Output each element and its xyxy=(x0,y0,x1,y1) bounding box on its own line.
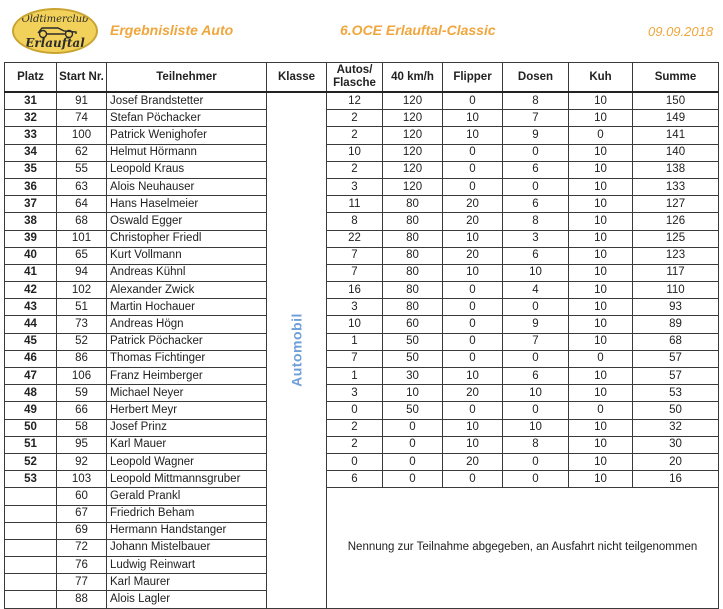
cell-teilnehmer: Leopold Mittmannsgruber xyxy=(107,471,267,488)
cell-platz: 33 xyxy=(5,127,57,144)
table-header-row xyxy=(5,63,719,93)
cell-flipper: 10 xyxy=(443,436,503,453)
cell-platz-empty xyxy=(5,557,57,574)
cell-kuh: 0 xyxy=(569,350,633,367)
cell-summe: 141 xyxy=(633,127,719,144)
cell-kuh: 10 xyxy=(569,299,633,316)
cell-kmh: 30 xyxy=(383,368,443,385)
cell-autos: 2 xyxy=(327,127,383,144)
cell-flipper: 10 xyxy=(443,264,503,281)
cell-flipper: 10 xyxy=(443,127,503,144)
cell-teilnehmer: Michael Neyer xyxy=(107,385,267,402)
col-header-teilnehmer: Teilnehmer xyxy=(107,63,267,93)
cell-kuh: 10 xyxy=(569,247,633,264)
col-header-klasse: Klasse xyxy=(267,63,327,93)
cell-summe: 93 xyxy=(633,299,719,316)
cell-platz: 48 xyxy=(5,385,57,402)
cell-platz: 49 xyxy=(5,402,57,419)
table-row xyxy=(5,282,719,299)
table-row xyxy=(5,247,719,264)
cell-teilnehmer: Herbert Meyr xyxy=(107,402,267,419)
cell-flipper: 10 xyxy=(443,230,503,247)
cell-platz: 37 xyxy=(5,196,57,213)
cell-kuh: 10 xyxy=(569,178,633,195)
cell-summe: 50 xyxy=(633,402,719,419)
table-row xyxy=(5,264,719,281)
cell-dosen: 0 xyxy=(503,402,569,419)
col-header-summe: Summe xyxy=(633,63,719,93)
cell-flipper: 0 xyxy=(443,402,503,419)
cell-start: 100 xyxy=(57,127,107,144)
cell-teilnehmer: Friedrich Beham xyxy=(107,505,267,522)
cell-platz: 35 xyxy=(5,161,57,178)
cell-dosen: 10 xyxy=(503,419,569,436)
cell-teilnehmer: Hermann Handstanger xyxy=(107,522,267,539)
cell-teilnehmer: Oswald Egger xyxy=(107,213,267,230)
cell-start: 63 xyxy=(57,178,107,195)
cell-teilnehmer: Stefan Pöchacker xyxy=(107,110,267,127)
table-row xyxy=(5,368,719,385)
page-title: Ergebnisliste Auto xyxy=(110,22,234,38)
cell-autos: 2 xyxy=(327,436,383,453)
cell-teilnehmer: Leopold Wagner xyxy=(107,453,267,470)
table-row xyxy=(5,333,719,350)
cell-kuh: 10 xyxy=(569,385,633,402)
cell-autos: 1 xyxy=(327,333,383,350)
cell-start: 91 xyxy=(57,92,107,110)
cell-teilnehmer: Andreas Kühnl xyxy=(107,264,267,281)
cell-kuh: 0 xyxy=(569,402,633,419)
cell-kmh: 120 xyxy=(383,92,443,110)
cell-platz: 40 xyxy=(5,247,57,264)
cell-teilnehmer: Josef Prinz xyxy=(107,419,267,436)
cell-flipper: 20 xyxy=(443,213,503,230)
cell-dosen: 3 xyxy=(503,230,569,247)
cell-dosen: 6 xyxy=(503,161,569,178)
cell-kmh: 120 xyxy=(383,110,443,127)
page-header xyxy=(0,0,723,62)
cell-summe: 138 xyxy=(633,161,719,178)
cell-summe: 117 xyxy=(633,264,719,281)
cell-summe: 125 xyxy=(633,230,719,247)
cell-start: 65 xyxy=(57,247,107,264)
cell-flipper: 0 xyxy=(443,178,503,195)
cell-teilnehmer: Helmut Hörmann xyxy=(107,144,267,161)
cell-kuh: 10 xyxy=(569,436,633,453)
cell-dosen: 0 xyxy=(503,453,569,470)
table-row xyxy=(5,213,719,230)
cell-summe: 53 xyxy=(633,385,719,402)
cell-dosen: 0 xyxy=(503,471,569,488)
cell-autos: 3 xyxy=(327,178,383,195)
cell-autos: 10 xyxy=(327,316,383,333)
cell-start: 86 xyxy=(57,350,107,367)
cell-klasse xyxy=(267,92,327,608)
cell-teilnehmer: Karl Mauer xyxy=(107,436,267,453)
cell-summe: 57 xyxy=(633,350,719,367)
cell-start: 103 xyxy=(57,471,107,488)
cell-kuh: 10 xyxy=(569,161,633,178)
cell-kuh: 10 xyxy=(569,316,633,333)
table-row xyxy=(5,385,719,402)
cell-teilnehmer: Thomas Fichtinger xyxy=(107,350,267,367)
cell-start: 94 xyxy=(57,264,107,281)
cell-start: 68 xyxy=(57,213,107,230)
table-row xyxy=(5,230,719,247)
cell-kmh: 0 xyxy=(383,419,443,436)
cell-start: 62 xyxy=(57,144,107,161)
cell-platz: 53 xyxy=(5,471,57,488)
cell-platz: 47 xyxy=(5,368,57,385)
cell-autos: 2 xyxy=(327,419,383,436)
cell-kmh: 80 xyxy=(383,230,443,247)
cell-dosen: 7 xyxy=(503,110,569,127)
cell-teilnehmer: Alois Neuhauser xyxy=(107,178,267,195)
cell-autos: 10 xyxy=(327,144,383,161)
table-row xyxy=(5,350,719,367)
cell-platz: 39 xyxy=(5,230,57,247)
cell-dosen: 0 xyxy=(503,144,569,161)
cell-teilnehmer: Martin Hochauer xyxy=(107,299,267,316)
cell-start: 64 xyxy=(57,196,107,213)
cell-platz: 51 xyxy=(5,436,57,453)
cell-platz: 50 xyxy=(5,419,57,436)
logo-top-text: Oldtimerclub xyxy=(21,14,89,25)
results-table xyxy=(4,62,719,609)
cell-dosen: 0 xyxy=(503,350,569,367)
cell-flipper: 0 xyxy=(443,333,503,350)
cell-start: 51 xyxy=(57,299,107,316)
cell-autos: 3 xyxy=(327,299,383,316)
cell-kuh: 10 xyxy=(569,144,633,161)
cell-kmh: 120 xyxy=(383,144,443,161)
cell-kmh: 120 xyxy=(383,127,443,144)
cell-start: 73 xyxy=(57,316,107,333)
cell-summe: 32 xyxy=(633,419,719,436)
table-row xyxy=(5,316,719,333)
cell-autos: 16 xyxy=(327,282,383,299)
cell-summe: 126 xyxy=(633,213,719,230)
cell-summe: 16 xyxy=(633,471,719,488)
cell-teilnehmer: Andreas Högn xyxy=(107,316,267,333)
table-row xyxy=(5,299,719,316)
event-date: 09.09.2018 xyxy=(648,24,714,39)
cell-kmh: 80 xyxy=(383,247,443,264)
table-row xyxy=(5,144,719,161)
cell-teilnehmer: Patrick Wenighofer xyxy=(107,127,267,144)
cell-kmh: 80 xyxy=(383,299,443,316)
cell-kmh: 50 xyxy=(383,350,443,367)
cell-kuh: 10 xyxy=(569,453,633,470)
col-header-platz: Platz xyxy=(5,63,57,93)
cell-kmh: 80 xyxy=(383,282,443,299)
cell-kuh: 10 xyxy=(569,471,633,488)
cell-platz-empty xyxy=(5,539,57,556)
cell-kuh: 10 xyxy=(569,264,633,281)
cell-flipper: 0 xyxy=(443,92,503,110)
cell-start: 58 xyxy=(57,419,107,436)
cell-dosen: 0 xyxy=(503,299,569,316)
cell-kmh: 80 xyxy=(383,196,443,213)
table-row xyxy=(5,436,719,453)
cell-dosen: 6 xyxy=(503,196,569,213)
cell-platz-empty xyxy=(5,488,57,505)
cell-start: 92 xyxy=(57,453,107,470)
col-header-kuh: Kuh xyxy=(569,63,633,93)
cell-autos: 12 xyxy=(327,92,383,110)
cell-flipper: 0 xyxy=(443,282,503,299)
cell-summe: 20 xyxy=(633,453,719,470)
cell-platz: 44 xyxy=(5,316,57,333)
cell-dosen: 8 xyxy=(503,436,569,453)
cell-dosen: 9 xyxy=(503,316,569,333)
event-name: 6.OCE Erlauftal-Classic xyxy=(340,22,496,38)
table-row xyxy=(5,402,719,419)
cell-start: 77 xyxy=(57,574,107,591)
cell-kmh: 0 xyxy=(383,453,443,470)
col-header-autos xyxy=(327,63,383,93)
cell-dosen: 9 xyxy=(503,127,569,144)
cell-start: 69 xyxy=(57,522,107,539)
cell-teilnehmer: Josef Brandstetter xyxy=(107,92,267,110)
cell-kmh: 80 xyxy=(383,213,443,230)
cell-platz: 31 xyxy=(5,92,57,110)
cell-start: 74 xyxy=(57,110,107,127)
cell-flipper: 20 xyxy=(443,247,503,264)
cell-summe: 140 xyxy=(633,144,719,161)
cell-platz: 34 xyxy=(5,144,57,161)
table-row xyxy=(5,127,719,144)
cell-summe: 149 xyxy=(633,110,719,127)
cell-dosen: 6 xyxy=(503,368,569,385)
cell-summe: 89 xyxy=(633,316,719,333)
col-header-dosen: Dosen xyxy=(503,63,569,93)
cell-summe: 30 xyxy=(633,436,719,453)
cell-dosen: 10 xyxy=(503,264,569,281)
cell-teilnehmer: Christopher Friedl xyxy=(107,230,267,247)
cell-platz: 52 xyxy=(5,453,57,470)
cell-flipper: 0 xyxy=(443,161,503,178)
cell-flipper: 0 xyxy=(443,299,503,316)
cell-platz: 32 xyxy=(5,110,57,127)
cell-kmh: 120 xyxy=(383,161,443,178)
cell-start: 59 xyxy=(57,385,107,402)
cell-kuh: 10 xyxy=(569,213,633,230)
cell-flipper: 10 xyxy=(443,419,503,436)
cell-dosen: 8 xyxy=(503,92,569,110)
cell-autos: 0 xyxy=(327,453,383,470)
cell-kmh: 120 xyxy=(383,178,443,195)
cell-platz: 43 xyxy=(5,299,57,316)
cell-platz: 42 xyxy=(5,282,57,299)
cell-flipper: 10 xyxy=(443,368,503,385)
cell-summe: 133 xyxy=(633,178,719,195)
cell-start: 101 xyxy=(57,230,107,247)
non-starter-note: Nennung zur Teilnahme abgegeben, an Ausfahrt nicht teilgenommen xyxy=(327,488,719,608)
table-row xyxy=(5,110,719,127)
cell-dosen: 10 xyxy=(503,385,569,402)
cell-dosen: 4 xyxy=(503,282,569,299)
cell-autos: 1 xyxy=(327,368,383,385)
table-row xyxy=(5,419,719,436)
cell-teilnehmer: Leopold Kraus xyxy=(107,161,267,178)
cell-autos: 0 xyxy=(327,402,383,419)
cell-start: 55 xyxy=(57,161,107,178)
cell-autos: 7 xyxy=(327,350,383,367)
cell-flipper: 0 xyxy=(443,144,503,161)
col-header-kmh: 40 km/h xyxy=(383,63,443,93)
cell-kuh: 10 xyxy=(569,282,633,299)
cell-platz: 45 xyxy=(5,333,57,350)
cell-kmh: 0 xyxy=(383,436,443,453)
cell-summe: 123 xyxy=(633,247,719,264)
cell-teilnehmer: Ludwig Reinwart xyxy=(107,557,267,574)
table-row xyxy=(5,196,719,213)
cell-start: 67 xyxy=(57,505,107,522)
cell-platz: 41 xyxy=(5,264,57,281)
cell-summe: 150 xyxy=(633,92,719,110)
col-header-flipper: Flipper xyxy=(443,63,503,93)
cell-summe: 110 xyxy=(633,282,719,299)
results-body xyxy=(5,92,719,608)
cell-teilnehmer: Hans Haselmeier xyxy=(107,196,267,213)
cell-start: 106 xyxy=(57,368,107,385)
cell-kmh: 50 xyxy=(383,402,443,419)
cell-flipper: 20 xyxy=(443,453,503,470)
cell-kmh: 10 xyxy=(383,385,443,402)
cell-platz: 36 xyxy=(5,178,57,195)
cell-platz: 46 xyxy=(5,350,57,367)
cell-start: 66 xyxy=(57,402,107,419)
cell-autos: 2 xyxy=(327,161,383,178)
cell-teilnehmer: Franz Heimberger xyxy=(107,368,267,385)
non-starter-row xyxy=(5,488,719,505)
cell-dosen: 7 xyxy=(503,333,569,350)
cell-platz: 38 xyxy=(5,213,57,230)
cell-autos: 8 xyxy=(327,213,383,230)
cell-autos: 3 xyxy=(327,385,383,402)
cell-summe: 68 xyxy=(633,333,719,350)
cell-platz-empty xyxy=(5,505,57,522)
cell-teilnehmer: Gerald Prankl xyxy=(107,488,267,505)
cell-summe: 127 xyxy=(633,196,719,213)
cell-dosen: 8 xyxy=(503,213,569,230)
cell-kuh: 10 xyxy=(569,92,633,110)
table-row xyxy=(5,161,719,178)
cell-kuh: 10 xyxy=(569,230,633,247)
cell-autos: 6 xyxy=(327,471,383,488)
cell-autos: 2 xyxy=(327,110,383,127)
table-row xyxy=(5,453,719,470)
cell-start: 102 xyxy=(57,282,107,299)
cell-kuh: 10 xyxy=(569,368,633,385)
cell-start: 60 xyxy=(57,488,107,505)
cell-start: 76 xyxy=(57,557,107,574)
col-header-autos-line1: Autos/ xyxy=(336,64,373,76)
cell-start: 88 xyxy=(57,591,107,608)
cell-autos: 11 xyxy=(327,196,383,213)
cell-kmh: 80 xyxy=(383,264,443,281)
cell-kuh: 10 xyxy=(569,419,633,436)
logo-bottom-text: Erlauftal xyxy=(25,36,85,50)
cell-kuh: 10 xyxy=(569,333,633,350)
cell-autos: 7 xyxy=(327,264,383,281)
cell-kuh: 0 xyxy=(569,127,633,144)
cell-dosen: 0 xyxy=(503,178,569,195)
cell-kmh: 60 xyxy=(383,316,443,333)
cell-flipper: 0 xyxy=(443,316,503,333)
cell-teilnehmer: Patrick Pöchacker xyxy=(107,333,267,350)
cell-kuh: 10 xyxy=(569,196,633,213)
cell-flipper: 0 xyxy=(443,350,503,367)
cell-start: 52 xyxy=(57,333,107,350)
cell-teilnehmer: Alois Lagler xyxy=(107,591,267,608)
cell-autos: 22 xyxy=(327,230,383,247)
cell-flipper: 20 xyxy=(443,385,503,402)
cell-dosen: 6 xyxy=(503,247,569,264)
cell-teilnehmer: Kurt Vollmann xyxy=(107,247,267,264)
cell-platz-empty xyxy=(5,574,57,591)
cell-teilnehmer: Karl Maurer xyxy=(107,574,267,591)
col-header-autos-line2: Flasche xyxy=(333,77,376,89)
col-header-start: Start Nr. xyxy=(57,63,107,93)
cell-teilnehmer: Alexander Zwick xyxy=(107,282,267,299)
cell-start: 95 xyxy=(57,436,107,453)
klasse-label: Automobil xyxy=(288,313,304,388)
cell-platz-empty xyxy=(5,522,57,539)
cell-summe: 57 xyxy=(633,368,719,385)
cell-autos: 7 xyxy=(327,247,383,264)
cell-flipper: 10 xyxy=(443,110,503,127)
cell-flipper: 0 xyxy=(443,471,503,488)
cell-start: 72 xyxy=(57,539,107,556)
table-row xyxy=(5,178,719,195)
cell-kuh: 10 xyxy=(569,110,633,127)
cell-kmh: 0 xyxy=(383,471,443,488)
table-row xyxy=(5,92,719,110)
cell-flipper: 20 xyxy=(443,196,503,213)
cell-kmh: 50 xyxy=(383,333,443,350)
club-logo xyxy=(12,8,98,54)
table-row xyxy=(5,471,719,488)
cell-teilnehmer: Johann Mistelbauer xyxy=(107,539,267,556)
